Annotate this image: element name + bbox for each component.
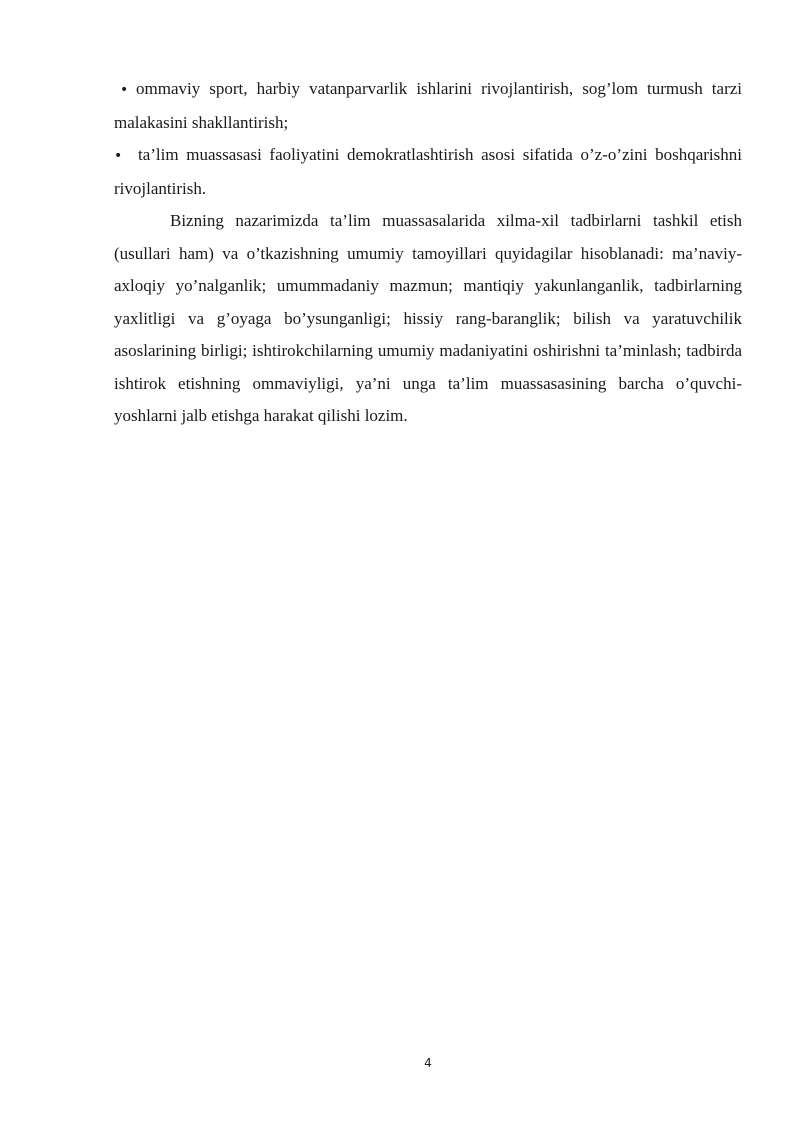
page-number: 4 xyxy=(424,1056,432,1070)
bullet-item xyxy=(114,73,742,139)
bullet-text: ta’lim muassasasi faoliyatini demokratlashtirish asosi sifatida o’z-o’zini boshqarishni rivojlantirish. xyxy=(114,145,742,198)
bullet-icon: • xyxy=(114,148,123,164)
bullet-item xyxy=(114,139,742,205)
bullet-icon: • xyxy=(120,82,129,98)
bullet-text: ommaviy sport, harbiy vatanparvarlik ishlarini rivojlantirish, sog’lom turmush tarzi malakasini shakllantirish; xyxy=(114,79,742,132)
body-paragraph: Bizning nazarimizda ta’lim muassasalarida xilma-xil tadbirlarni tashkil etish (usullari ham) va o’tkazishning umumiy tamoyillari quyidagilar hisoblanadi: ma’naviy-axloqiy yo’nalganlik; umummadaniy mazmun; mantiqiy yakunlanganlik, tadbirlarning yaxlitligi va g’oyaga bo’ysunganligi; hissiy rang-baranglik; bilish va yaratuvchilik asoslarining birligi; ishtirokchilarning umumiy madaniyatini oshirishni ta’minlash; tadbirda ishtirok etishning ommaviyligi, ya’ni unga ta’lim muassasasining barcha o’quvchi-yoshlarni jalb etishga harakat qilishi lozim. xyxy=(114,211,742,425)
page-body xyxy=(114,73,742,433)
